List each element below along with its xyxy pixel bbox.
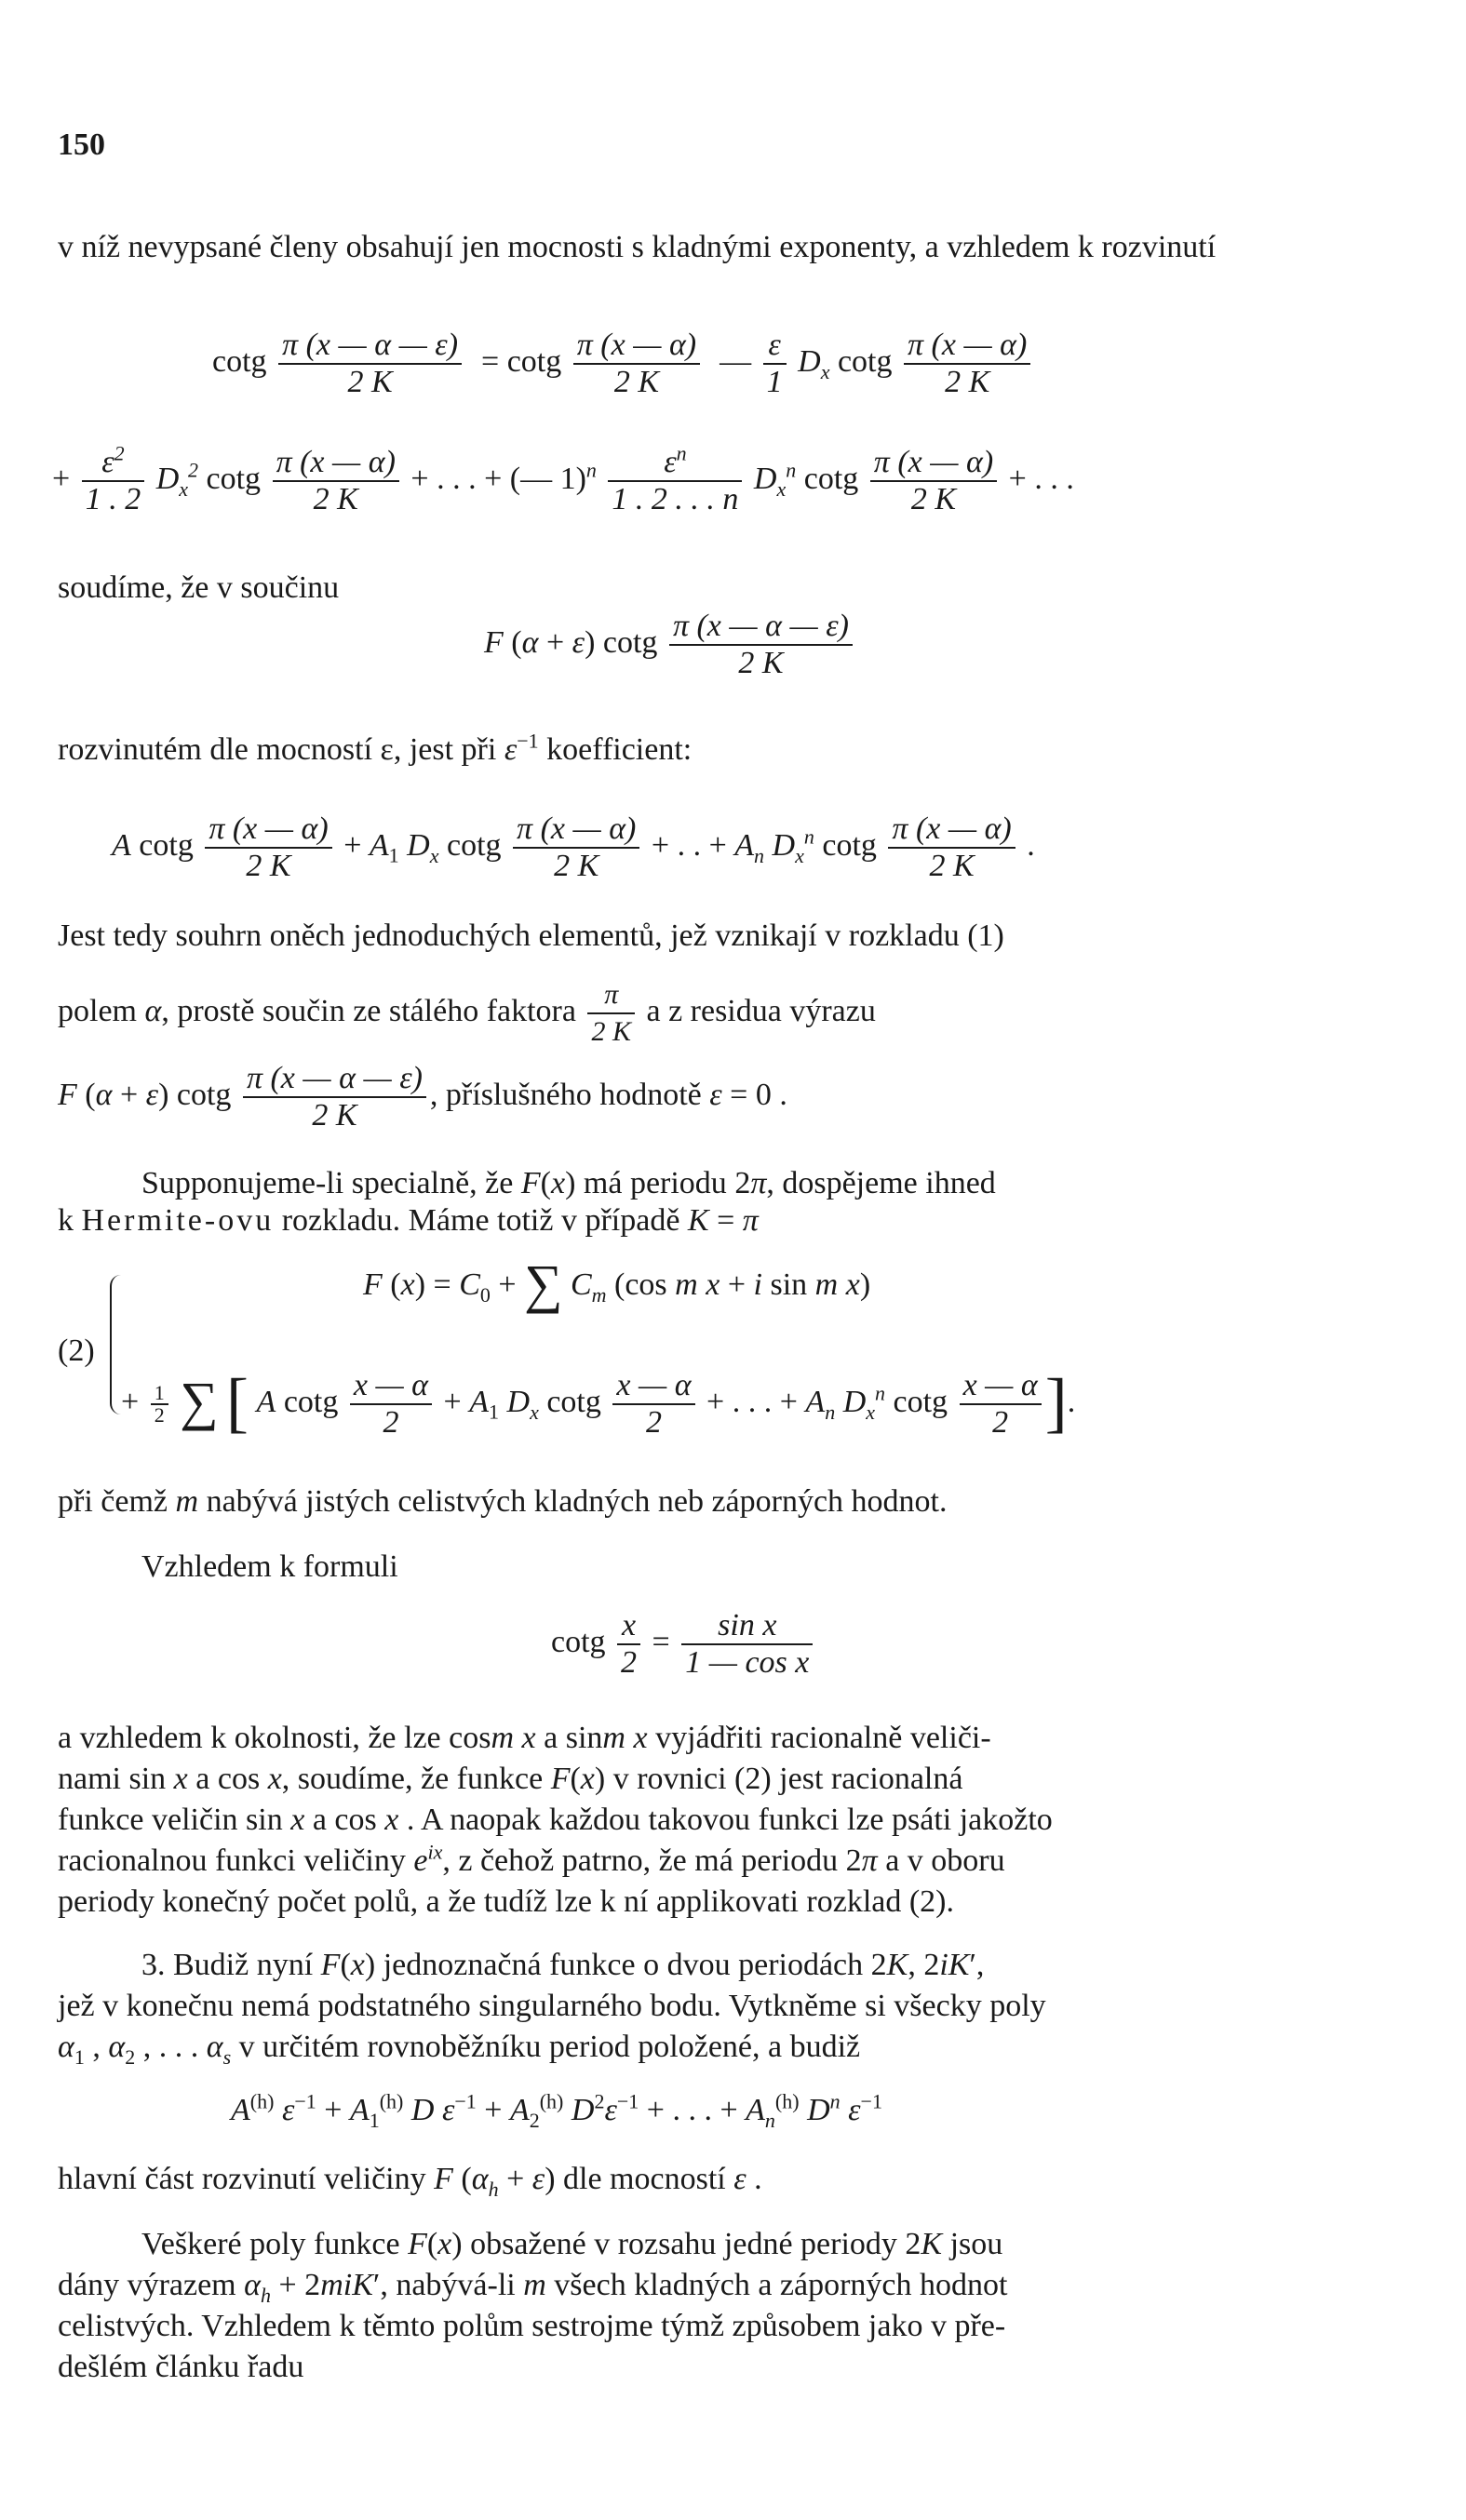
text: jsou	[949, 2227, 1003, 2261]
text: nabývá jistých celistvých kladných neb záporných hodnot.	[206, 1484, 948, 1519]
cotg: cotg	[893, 1384, 948, 1419]
fraction	[573, 328, 700, 400]
denominator: 1	[766, 365, 783, 399]
cotg: cotg	[176, 1077, 232, 1112]
equation-1: cotg $\frac{\pi (x — \alpha — \varepsilon)}{2 K}$ = cotg $\frac{\pi (x — \alpha)}{2 K}$ — $\frac{\varepsilon}{1}$ $D_x$ cotg $\frac{\pi (x — \alpha)}{2 K}$	[212, 328, 1034, 400]
numerator: π (x — α — ε)	[669, 609, 853, 646]
numerator: π (x — α)	[888, 811, 1015, 849]
cotg: cotg	[546, 1384, 601, 1419]
fraction	[350, 1368, 432, 1441]
text: v určitém rovnoběžníku period položené, a budiž	[238, 2030, 861, 2064]
denominator: 2	[383, 1405, 399, 1440]
equation-5: cotg $\frac{x}{2}$ = $\frac{\text{sin x}}{\text{1 — cos x}}$	[551, 1608, 816, 1681]
paragraph-8: k Hermite-ovu rozkladu. Máme totiž v případě K = π	[58, 1203, 759, 1238]
numerator: π (x — α)	[513, 811, 639, 849]
equation-2: F (α + ε) cotg $\frac{\pi (x — \alpha — \varepsilon)}{2 K}$	[484, 609, 856, 681]
text: , příslušného hodnotě	[429, 1077, 702, 1112]
equation-1b: + $\frac{\varepsilon^2}{1 . 2}$ $D_x^2$ cotg $\frac{\pi (x — \alpha)}{2 K}$ + . . . + (— 1)$^n$ $\frac{\varepsilon^n}{1 . 2 . . . n}$ $D_x^n$ cotg $\frac{\pi (x — \alpha)}{2 K}$ + . . .	[52, 441, 1074, 516]
text: obsažené v rozsahu jedné periody	[470, 2227, 897, 2261]
text: , prostě součin ze stálého faktora	[161, 993, 576, 1028]
denominator: 2 K	[313, 482, 358, 516]
text: funkce veličin	[58, 1803, 238, 1837]
text: dány výrazem	[58, 2268, 236, 2302]
fraction	[278, 328, 462, 400]
equation-label: (2)	[58, 1334, 95, 1368]
fraction	[243, 1061, 426, 1133]
denominator: 2 K	[945, 365, 990, 399]
fraction	[273, 445, 399, 517]
text: polem	[58, 993, 137, 1028]
fraction	[681, 1608, 813, 1681]
denominator: 2 K	[246, 849, 291, 883]
cotg: cotg	[551, 1624, 606, 1659]
cotg: cotg	[446, 827, 502, 863]
cotg: cotg	[283, 1384, 339, 1419]
text: v rovnici (2) jest racionalná	[612, 1762, 963, 1796]
fraction	[870, 445, 997, 517]
denominator: 2	[992, 1405, 1009, 1440]
text: má periodu	[583, 1166, 727, 1200]
fraction: $\frac{\varepsilon^n}{1 . 2 . . . n}$	[608, 445, 742, 517]
fraction	[205, 811, 331, 884]
cotg: cotg	[139, 827, 194, 863]
numerator: π (x — α — ε)	[278, 328, 462, 365]
paragraph-2: soudíme, že v součinu	[58, 570, 340, 605]
cotg: cotg	[206, 461, 262, 496]
cotg: cotg	[822, 827, 877, 863]
paragraph-13: funkce veličin sin x a cos x . A naopak každou takovou funkci lze psáti jakožto	[58, 1803, 1053, 1837]
text: a vzhledem k okolnosti, že lze cos	[58, 1721, 491, 1755]
text: při čemž	[58, 1484, 168, 1519]
text: 3. Budiž nyní	[141, 1948, 314, 1982]
paragraph-7: Supponujeme-li specialně, že F(x) má periodu 2π, dospějeme ihned	[141, 1166, 996, 1200]
equation-3: A cotg $\frac{\pi (x — \alpha)}{2 K}$ + $A_1$ $D_x$ cotg $\frac{\pi (x — \alpha)}{2 K}$ + . . + $A_n$ $D_x^n$ cotg $\frac{\pi (x — \alpha)}{2 K}$ .	[112, 811, 1035, 883]
paragraph-4: Jest tedy souhrn oněch jednoduchých elementů, jež vznikají v rozkladu (1)	[58, 918, 1004, 953]
text: a sin	[544, 1721, 603, 1755]
fraction: $\frac{1}{2}$	[151, 1383, 168, 1426]
denominator: 2 K	[554, 849, 599, 883]
brace	[110, 1275, 121, 1414]
numerator: x — α	[960, 1368, 1042, 1405]
paragraph-12: nami sin x a cos x, soudíme, že funkce F(x) v rovnici (2) jest racionalná	[58, 1762, 963, 1796]
cotg: cotg	[506, 343, 562, 379]
numerator: π (x — α — ε)	[243, 1061, 426, 1098]
denominator: 1 . 2	[85, 482, 141, 516]
text: Veškeré poly funkce	[141, 2227, 400, 2261]
numerator: π (x — α)	[273, 445, 399, 482]
numerator: π (x — α)	[870, 445, 997, 482]
text: vyjádřiti racionalně veliči-	[655, 1721, 991, 1755]
denominator: 1 — cos x	[685, 1645, 810, 1680]
text: a v oboru	[885, 1843, 1005, 1878]
fraction: $\frac{\varepsilon^2}{1 . 2}$	[82, 445, 145, 517]
fraction	[960, 1368, 1042, 1441]
text: , dospějeme ihned	[766, 1166, 996, 1200]
cotg: cotg	[837, 343, 893, 379]
cotg: cotg	[212, 343, 267, 379]
paragraph-6: F (α + ε) cotg $\frac{\pi (x — \alpha — \varepsilon)}{2 K}$ , příslušného hodnotě ε = 0 .	[58, 1061, 787, 1133]
paragraph-20: Veškeré poly funkce F(x) obsažené v rozsahu jedné periody 2K jsou	[141, 2227, 1003, 2261]
numerator: π (x — α)	[573, 328, 700, 365]
numerator: x — α	[612, 1368, 694, 1405]
text: racionalnou funkci veličiny	[58, 1843, 406, 1878]
equation-4a: F $(x) = C_0$ + ∑ $C_m$ (cos m x + i sin m x)	[363, 1253, 871, 1314]
text: Hermite-ovu	[81, 1203, 275, 1238]
text: hlavní část rozvinutí veličiny	[58, 2162, 426, 2196]
paragraph-21: dány výrazem $\alpha_h + 2miK'$, nabývá-li m všech kladných a záporných hodnot	[58, 2268, 1008, 2307]
denominator: 2 K	[910, 482, 957, 516]
text: A naopak každou takovou funkci lze psáti jakožto	[420, 1803, 1053, 1837]
paragraph-19: hlavní část rozvinutí veličiny F $(\alpha_h + \varepsilon)$ dle mocností ε .	[58, 2162, 762, 2201]
equation-6: $A^{(h)}$ $\varepsilon^{-1} + A_1^{(h)}$ D $\varepsilon^{-1} + A_2^{(h)}$ $D^2\varepsilon^{-1}$ + . . . + $A_n^{(h)}$ $D^n$ $\varepsilon^{-1}$	[231, 2089, 882, 2132]
text: rozvinutém dle mocností ε, jest při	[58, 732, 497, 767]
denominator: 2 K	[591, 1016, 631, 1047]
text: soudíme, že funkce	[297, 1762, 544, 1796]
fraction	[763, 328, 787, 400]
fraction	[612, 1368, 694, 1441]
paragraph-11: a vzhledem k okolnosti, že lze cosm x a sinm x vyjádřiti racionalně veliči-	[58, 1721, 991, 1755]
text: , nabývá-li	[380, 2268, 516, 2302]
denominator: 2 K	[347, 365, 393, 399]
fraction	[617, 1608, 640, 1681]
equation-4b: + $\frac{1}{2}$ ∑ [ A cotg $\frac{x — \alpha}{2}$ + $A_1$ $D_x$ cotg $\frac{x — \alpha}{2}$ + . . . + $A_n$ $D_x^n$ cotg $\frac{x — \alpha}{2}$ ].	[121, 1364, 1076, 1440]
paragraph-3: rozvinutém dle mocností ε, jest při $\varepsilon^{-1}$ koefficient:	[58, 729, 693, 767]
numerator: π (x — α)	[904, 328, 1030, 365]
page-number: 150	[58, 127, 105, 162]
paragraph-23: dešlém článku řadu	[58, 2350, 304, 2384]
denominator: 2 K	[613, 365, 660, 399]
denominator: 2 K	[738, 646, 784, 680]
paragraph-17: jež v konečnu nemá podstatného singularného bodu. Vytkněme si všecky poly	[58, 1989, 1046, 2023]
paragraph-1	[58, 229, 1405, 266]
numerator: ε	[763, 328, 787, 365]
denominator: 2	[621, 1645, 638, 1680]
text: nami	[58, 1762, 121, 1796]
numerator: x — α	[350, 1368, 432, 1405]
fraction: $\frac{\pi}{2 K}$	[587, 977, 635, 1050]
denominator: 2 K	[929, 849, 975, 883]
numerator: sin x	[681, 1608, 813, 1645]
fraction	[513, 811, 639, 884]
fraction	[904, 328, 1030, 400]
paragraph-9: při čemž m nabývá jistých celistvých kladných neb záporných hodnot.	[58, 1484, 948, 1519]
paragraph-16: 3. Budiž nyní F(x) jednoznačná funkce o dvou periodách 2K, 2iK′,	[141, 1948, 985, 1982]
denominator: 1 . 2 . . . n	[612, 482, 739, 516]
paragraph-18: $\alpha_1$ , $\alpha_2$ , . . . $\alpha_s$ v určitém rovnoběžníku period položené, a budiž	[58, 2030, 861, 2069]
paragraph-22: celistvých. Vzhledem k těmto polům sestrojme týmž způsobem jako v pře-	[58, 2309, 1006, 2343]
text: všech kladných a záporných hodnot	[554, 2268, 1008, 2302]
text: rozkladu. Máme totiž v případě	[281, 1203, 680, 1238]
text: koefficient:	[546, 732, 693, 767]
paragraph-5: polem α, prostě součin ze stálého faktora $\frac{\pi}{2 K}$ a z residua výrazu	[58, 977, 876, 1050]
text: a z residua výrazu	[646, 993, 876, 1028]
cotg: cotg	[602, 624, 658, 660]
fraction	[669, 609, 853, 681]
paragraph-14: racionalnou funkci veličiny $e^{ix}$, z čehož patrno, že má periodu 2π a v oboru	[58, 1840, 1005, 1878]
paragraph-15: periody konečný počet polů, a že tudíž lze k ní applikovati rozklad (2).	[58, 1884, 955, 1919]
text: dle mocností	[563, 2162, 726, 2196]
text: jednoznačná funkce o dvou periodách	[383, 1948, 864, 1982]
paragraph-10: Vzhledem k formuli	[141, 1549, 398, 1584]
text: v níž nevypsané členy obsahují jen mocnosti s kladnými exponenty, a vzhledem k rozvinutí	[58, 230, 1217, 264]
text: , z čehož patrno, že má periodu	[442, 1843, 839, 1878]
text: k	[58, 1203, 74, 1238]
text: Supponujeme-li specialně, že	[141, 1166, 514, 1200]
denominator: 2	[645, 1405, 662, 1440]
cotg: cotg	[803, 461, 859, 496]
denominator: 2 K	[312, 1098, 357, 1133]
numerator: π (x — α)	[205, 811, 331, 849]
numerator: x	[617, 1608, 640, 1645]
fraction	[888, 811, 1015, 884]
